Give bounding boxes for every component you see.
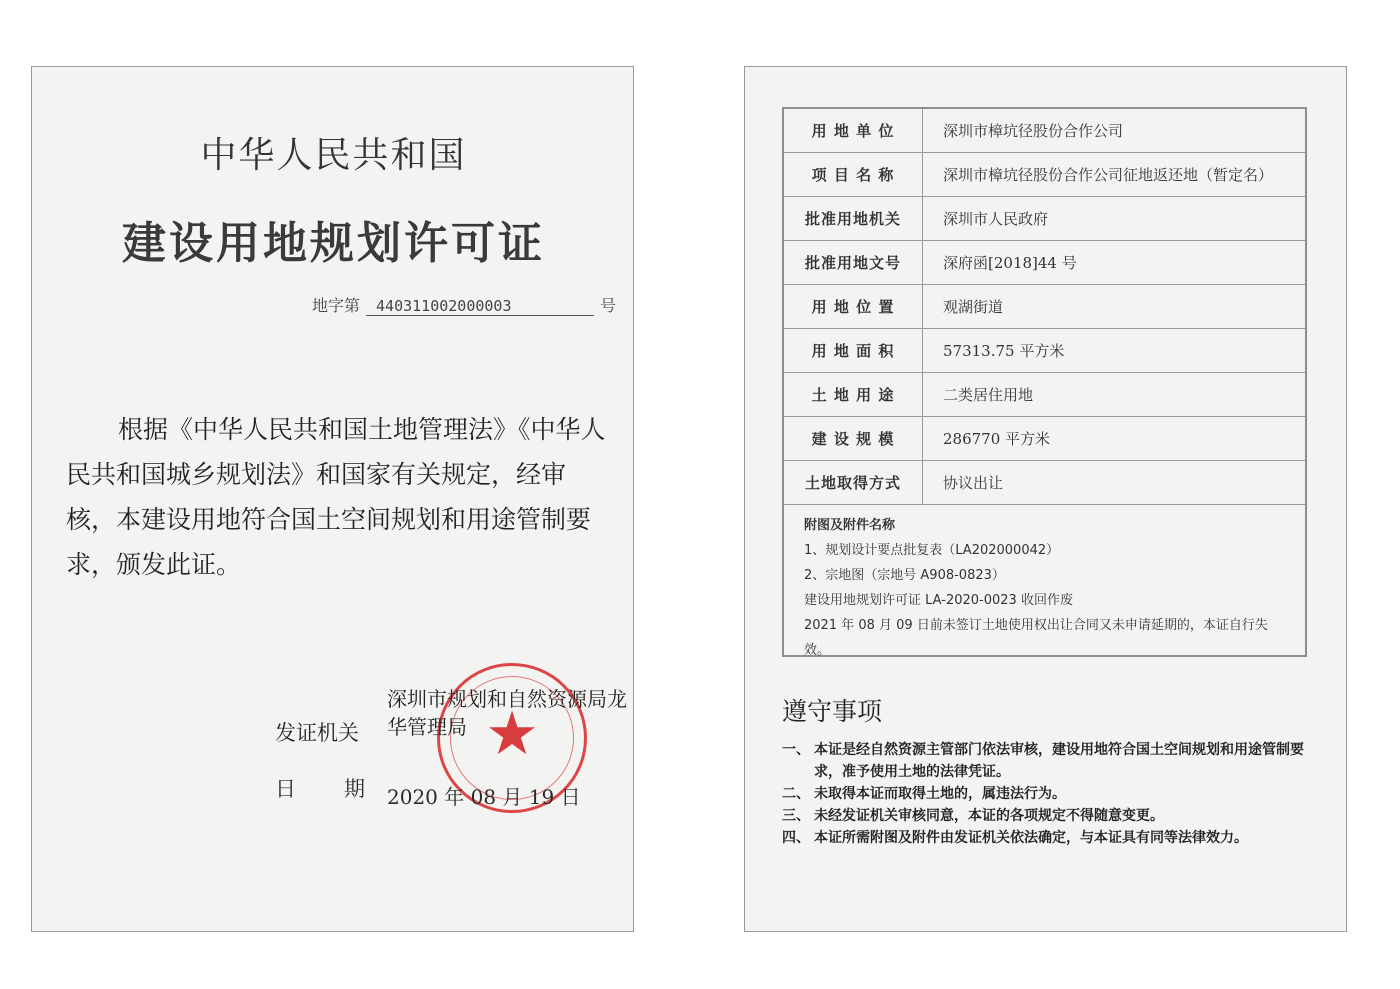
date-label-part-1: 日 bbox=[275, 777, 296, 801]
notice-list bbox=[782, 739, 1322, 849]
info-row bbox=[784, 373, 1305, 417]
date-label bbox=[275, 773, 365, 803]
notice-text: 未经发证机关审核同意，本证的各项规定不得随意变更。 bbox=[814, 808, 1164, 824]
attachments-title: 附图及附件名称 bbox=[804, 518, 896, 533]
info-value: 协议出让 bbox=[943, 474, 1004, 492]
info-label: 建 设 规 模 bbox=[784, 417, 923, 460]
info-row bbox=[784, 285, 1305, 329]
info-label: 批准用地机关 bbox=[784, 197, 923, 240]
notice-item bbox=[782, 805, 1322, 827]
certificate-front-page bbox=[31, 66, 634, 932]
cert-no-value: 440311002000003 bbox=[366, 297, 594, 316]
cert-no-prefix: 地字第 bbox=[312, 296, 361, 315]
date-label-part-2: 期 bbox=[344, 777, 365, 801]
info-label: 土地取得方式 bbox=[784, 461, 923, 504]
certificate-body-text: 根据《中华人民共和国土地管理法》《中华人民共和国城乡规划法》和国家有关规定，经审核，本建设用地符合国土空间规划和用途管制要求，颁发此证。 bbox=[66, 415, 606, 579]
country-name: 中华人民共和国 bbox=[200, 135, 467, 176]
notice-title: 遵守事项 bbox=[782, 697, 883, 726]
notice-text: 本证所需附图及附件由发证机关依法确定，与本证具有同等法律效力。 bbox=[814, 830, 1248, 846]
info-row bbox=[784, 109, 1305, 153]
attachment-item: 建设用地规划许可证 LA-2020-0023 收回作废 bbox=[804, 593, 1073, 608]
info-row bbox=[784, 153, 1305, 197]
notice-item bbox=[782, 783, 1322, 805]
notice-number: 二、 bbox=[782, 786, 810, 802]
info-row bbox=[784, 461, 1305, 505]
info-label: 用 地 单 位 bbox=[784, 109, 923, 152]
certificate-number bbox=[312, 293, 616, 316]
info-value: 深圳市樟坑径股份合作公司征地返还地（暂定名） bbox=[943, 166, 1274, 184]
info-value: 二类居住用地 bbox=[943, 386, 1034, 404]
info-label: 项 目 名 称 bbox=[784, 153, 923, 196]
info-value: 深圳市樟坑径股份合作公司 bbox=[943, 122, 1124, 140]
notice-text: 本证是经自然资源主管部门依法审核，建设用地符合国土空间规划和用途管制要求，准予使用土地的法律凭证。 bbox=[814, 742, 1304, 780]
attachment-item: 2、宗地图（宗地号 A908-0823） bbox=[804, 568, 1005, 583]
info-row bbox=[784, 329, 1305, 373]
notice-number: 一、 bbox=[782, 742, 810, 758]
info-value: 观湖街道 bbox=[943, 298, 1004, 316]
info-label: 批准用地文号 bbox=[784, 241, 923, 284]
issuer-label: 发证机关 bbox=[275, 721, 359, 745]
notice-number: 三、 bbox=[782, 808, 810, 824]
notice-item bbox=[782, 739, 1322, 783]
issuer-value: 深圳市规划和自然资源局龙华管理局 bbox=[387, 687, 627, 739]
certificate-detail-page bbox=[744, 66, 1347, 932]
attachments-section bbox=[784, 505, 1305, 658]
notice-item bbox=[782, 827, 1322, 849]
info-value: 深府函[2018]44 号 bbox=[943, 254, 1077, 272]
info-label: 土 地 用 途 bbox=[784, 373, 923, 416]
info-value: 286770 平方米 bbox=[943, 430, 1051, 448]
notice-text: 未取得本证而取得土地的，属违法行为。 bbox=[814, 786, 1066, 802]
attachment-item: 1、规划设计要点批复表（LA202000042） bbox=[804, 543, 1060, 558]
cert-no-suffix: 号 bbox=[600, 296, 617, 315]
info-row bbox=[784, 241, 1305, 285]
info-label: 用 地 面 积 bbox=[784, 329, 923, 372]
seal-star-icon: ★ bbox=[485, 699, 539, 769]
info-value: 深圳市人民政府 bbox=[943, 210, 1049, 228]
info-row bbox=[784, 417, 1305, 461]
certificate-title: 建设用地规划许可证 bbox=[122, 218, 545, 269]
notice-number: 四、 bbox=[782, 830, 810, 846]
issue-date: 2020 年 08 月 19 日 bbox=[387, 785, 581, 809]
info-value: 57313.75 平方米 bbox=[943, 342, 1065, 360]
attachment-item: 2021 年 08 月 09 日前未签订土地使用权出让合同又未申请延期的，本证自行失效。 bbox=[804, 618, 1268, 658]
info-table bbox=[782, 107, 1307, 657]
info-label: 用 地 位 置 bbox=[784, 285, 923, 328]
info-row bbox=[784, 197, 1305, 241]
